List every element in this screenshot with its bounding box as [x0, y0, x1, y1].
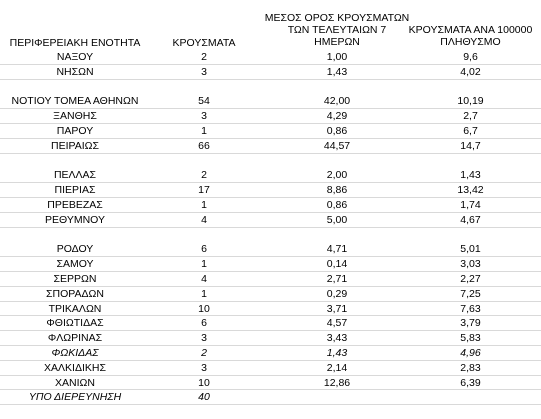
cell-region: ΥΠΟ ΔΙΕΡΕΥΝΗΣΗ — [28, 391, 122, 404]
header-region: ΠΕΡΙΦΕΡΕΙΑΚΗ ΕΝΟΤΗΤΑ — [9, 37, 141, 49]
header-avg-line1: ΜΕΣΟΣ ΟΡΟΣ ΚΡΟΥΣΜΑΤΩΝ — [264, 12, 410, 24]
cell-avg-7-days: 0,14 — [326, 258, 348, 271]
header-avg-line2: ΤΩΝ ΤΕΛΕΥΤΑΙΩΝ 7 — [287, 24, 387, 36]
cell-region: ΝΑΞΟΥ — [56, 51, 94, 63]
cell-avg-7-days: 44,57 — [323, 139, 351, 152]
cell-avg-7-days: 4,71 — [326, 243, 348, 256]
cell-region: ΦΩΚΙΔΑΣ — [51, 346, 99, 359]
cell-region: ΝΟΤΙΟΥ ΤΟΜΕΑ ΑΘΗΝΩΝ — [11, 95, 139, 108]
cell-per-100000: 6,39 — [460, 376, 481, 389]
header-per-line1: ΚΡΟΥΣΜΑΤΑ ΑΝΑ 100000 — [408, 24, 533, 36]
cell-per-100000: 2,83 — [460, 361, 481, 374]
cell-avg-7-days: 2,14 — [326, 361, 348, 374]
table-row — [0, 198, 541, 213]
cell-cases: 10 — [198, 376, 210, 389]
cell-region: ΠΑΡΟΥ — [56, 124, 94, 137]
cell-per-100000: 7,63 — [460, 302, 481, 315]
header-cases: ΚΡΟΥΣΜΑΤΑ — [172, 37, 236, 49]
table-row — [0, 94, 541, 109]
cell-region: ΠΙΕΡΙΑΣ — [54, 184, 96, 197]
cell-per-100000: 3,03 — [460, 258, 481, 271]
table-row — [0, 257, 541, 272]
cell-cases: 3 — [201, 110, 207, 123]
table-row — [0, 376, 541, 391]
header-per-100000 — [400, 24, 541, 48]
cell-avg-7-days: 1,43 — [326, 346, 348, 359]
cell-per-100000: 13,42 — [457, 184, 484, 197]
table-row — [0, 331, 541, 346]
cell-region: ΧΑΝΙΩΝ — [55, 376, 95, 389]
table-row — [0, 316, 541, 331]
cell-region: ΡΟΔΟΥ — [56, 243, 94, 256]
table-row — [0, 213, 541, 228]
header-per-line2: ΠΛΗΘΥΣΜΟ — [440, 36, 501, 48]
cell-avg-7-days: 2,00 — [326, 169, 348, 182]
cell-per-100000: 14,7 — [460, 139, 481, 152]
cell-region: ΞΑΝΘΗΣ — [53, 110, 97, 123]
cell-per-100000: 6,7 — [463, 124, 478, 137]
cell-per-100000: 1,43 — [460, 169, 481, 182]
table-row — [0, 124, 541, 139]
cell-avg-7-days: 1,43 — [326, 65, 348, 78]
cell-cases: 66 — [198, 139, 210, 152]
cell-cases: 1 — [201, 287, 207, 300]
cell-cases: 6 — [201, 317, 207, 330]
cell-per-100000: 1,74 — [460, 198, 481, 211]
cell-cases: 4 — [201, 272, 207, 285]
cell-cases: 6 — [201, 243, 207, 256]
table-row — [0, 346, 541, 361]
cell-region: ΡΕΘΥΜΝΟΥ — [44, 213, 105, 226]
cell-avg-7-days: 12,86 — [323, 376, 351, 389]
table-spacer-row — [0, 154, 541, 169]
cell-region: ΧΑΛΚΙΔΙΚΗΣ — [44, 361, 106, 374]
table-row — [0, 272, 541, 287]
cell-cases: 3 — [201, 65, 207, 78]
cell-per-100000: 4,02 — [460, 65, 481, 78]
cell-cases: 3 — [201, 361, 207, 374]
cell-avg-7-days: 3,43 — [326, 332, 348, 345]
table-row — [0, 183, 541, 198]
cell-region: ΣΕΡΡΩΝ — [53, 272, 97, 285]
table-row — [0, 139, 541, 154]
table-row — [0, 390, 541, 405]
cell-cases: 2 — [201, 169, 207, 182]
cell-region: ΠΕΙΡΑΙΩΣ — [51, 139, 99, 152]
cell-avg-7-days: 4,29 — [326, 110, 348, 123]
cell-region: ΤΡΙΚΑΛΩΝ — [48, 302, 102, 315]
cell-per-100000: 7,25 — [460, 287, 481, 300]
table-row — [0, 168, 541, 183]
cell-region: ΠΡΕΒΕΖΑΣ — [47, 198, 103, 211]
cell-cases: 10 — [198, 302, 210, 315]
cell-avg-7-days: 0,29 — [326, 287, 348, 300]
row-divider — [0, 404, 541, 405]
cell-per-100000: 5,83 — [460, 332, 481, 345]
cell-per-100000: 2,27 — [460, 272, 481, 285]
cell-avg-7-days: 1,00 — [326, 51, 348, 63]
table-spacer-row — [0, 80, 541, 95]
cell-per-100000: 4,96 — [460, 346, 481, 359]
header-avg-line3: ΗΜΕΡΩΝ — [314, 36, 360, 48]
table-row — [0, 361, 541, 376]
cell-cases: 2 — [201, 346, 207, 359]
cell-cases: 54 — [198, 95, 210, 108]
table-header — [0, 0, 541, 50]
cell-per-100000: 2,7 — [463, 110, 478, 123]
cell-avg-7-days: 3,71 — [326, 302, 348, 315]
header-avg-7-days — [262, 12, 412, 48]
cell-per-100000: 10,19 — [457, 95, 484, 108]
cell-per-100000: 5,01 — [460, 243, 481, 256]
cell-region: ΦΛΩΡΙΝΑΣ — [47, 332, 103, 345]
cell-cases: 3 — [201, 332, 207, 345]
cell-cases: 2 — [201, 51, 207, 63]
cell-cases: 17 — [198, 184, 210, 197]
table-row — [0, 65, 541, 80]
table-row — [0, 242, 541, 257]
cell-per-100000: 3,79 — [460, 317, 481, 330]
cell-cases: 1 — [201, 198, 207, 211]
cell-region: ΝΗΣΩΝ — [56, 65, 94, 78]
table-row — [0, 287, 541, 302]
cell-avg-7-days: 8,86 — [326, 184, 348, 197]
cell-avg-7-days: 42,00 — [323, 95, 351, 108]
cell-avg-7-days: 5,00 — [326, 213, 348, 226]
cell-cases: 4 — [201, 213, 207, 226]
cell-per-100000: 4,67 — [460, 213, 481, 226]
table-row — [0, 50, 541, 65]
cell-cases: 1 — [201, 258, 207, 271]
cell-avg-7-days: 4,57 — [326, 317, 348, 330]
cell-region: ΣΑΜΟΥ — [56, 258, 94, 271]
cell-per-100000: 9,6 — [463, 51, 478, 63]
cell-avg-7-days: 0,86 — [326, 124, 348, 137]
cell-cases: 1 — [201, 124, 207, 137]
cell-region: ΦΘΙΩΤΙΔΑΣ — [46, 317, 104, 330]
cell-region: ΣΠΟΡΑΔΩΝ — [46, 287, 104, 300]
table-spacer-row — [0, 228, 541, 243]
table-row — [0, 109, 541, 124]
cell-avg-7-days: 2,71 — [326, 272, 348, 285]
table-body — [0, 50, 541, 405]
table-row — [0, 302, 541, 317]
cell-avg-7-days: 0,86 — [326, 198, 348, 211]
cell-region: ΠΕΛΛΑΣ — [53, 169, 97, 182]
cell-cases: 40 — [198, 391, 210, 404]
